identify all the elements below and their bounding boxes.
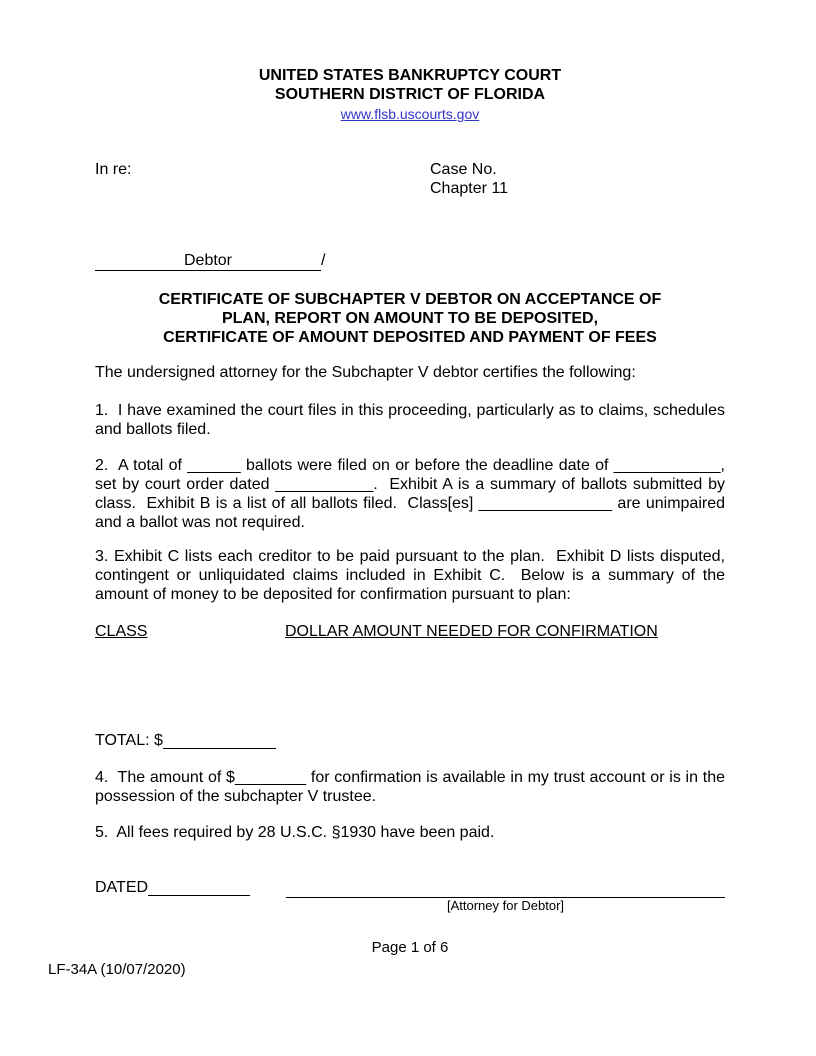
dated-label: DATED [95, 879, 149, 896]
attorney-signature-block [286, 878, 725, 913]
dated-section [95, 878, 250, 897]
document-content [95, 0, 730, 957]
intro-paragraph: The undersigned attorney for the Subchapter V debtor certifies the following: [95, 364, 636, 381]
date-blank [148, 878, 250, 896]
page-number: Page 1 of 6 [371, 939, 449, 956]
in-re-label: In re: [95, 161, 132, 178]
title-line-2: PLAN, REPORT ON AMOUNT TO BE DEPOSITED, [221, 310, 599, 327]
court-header [95, 66, 725, 124]
debtor-slash: / [321, 252, 326, 269]
title-line-1: CERTIFICATE OF SUBCHAPTER V DEBTOR ON ACCEPTANCE OF [158, 291, 662, 308]
attorney-for-debtor-label: [Attorney for Debtor] [446, 898, 565, 913]
debtor-name-blank [95, 251, 321, 271]
paragraph-4: 4. The amount of $________ for confirmation is available in my trust account or is in the possession of the subchapter V trustee. [95, 769, 730, 805]
debtor-signature-row [95, 251, 725, 271]
paragraph-3: 3. Exhibit C lists each creditor to be paid pursuant to the plan. Exhibit D lists disputed, contingent or unliquidated claims included in Exhibit C. Below is a summary of the amount of money to be deposited for confirmation pursuant to plan: [95, 548, 730, 603]
title-line-3: CERTIFICATE OF AMOUNT DEPOSITED AND PAYMENT OF FEES [163, 329, 657, 346]
total-row [95, 731, 725, 750]
summary-table-header [95, 622, 725, 641]
dated-signature-row [95, 878, 725, 913]
case-caption [95, 160, 725, 198]
debtor-label: Debtor [183, 252, 233, 269]
court-district: SOUTHERN DISTRICT OF FLORIDA [274, 86, 546, 103]
case-no-label: Case No. [430, 161, 497, 178]
amount-column-header: DOLLAR AMOUNT NEEDED FOR CONFIRMATION [285, 623, 658, 640]
class-column-header: CLASS [95, 623, 148, 640]
total-label: TOTAL: $ [95, 732, 163, 749]
paragraph-5: 5. All fees required by 28 U.S.C. §1930 have been paid. [95, 824, 495, 841]
chapter-label: Chapter 11 [430, 180, 508, 197]
class-column [95, 622, 285, 641]
total-amount-blank [163, 731, 276, 749]
signature-line [286, 878, 725, 898]
paragraph-2: 2. A total of ______ ballots were filed on or before the deadline date of ____________, set by court order dated ___________. Exhibit A is a summary of ballots submitted by class. Exhibit B is a list of all ballots filed. Class[es] _______________ are unimpaired and a ballot was not required. [95, 457, 730, 531]
court-name: UNITED STATES BANKRUPTCY COURT [258, 67, 562, 84]
document-title [95, 290, 725, 347]
court-website-link[interactable]: www.flsb.uscourts.gov [340, 106, 480, 122]
case-number-block [430, 160, 508, 198]
form-number: LF-34A (10/07/2020) [48, 961, 186, 978]
paragraph-1: 1. I have examined the court files in this proceeding, particularly as to claims, schedules and ballots filed. [95, 402, 730, 438]
